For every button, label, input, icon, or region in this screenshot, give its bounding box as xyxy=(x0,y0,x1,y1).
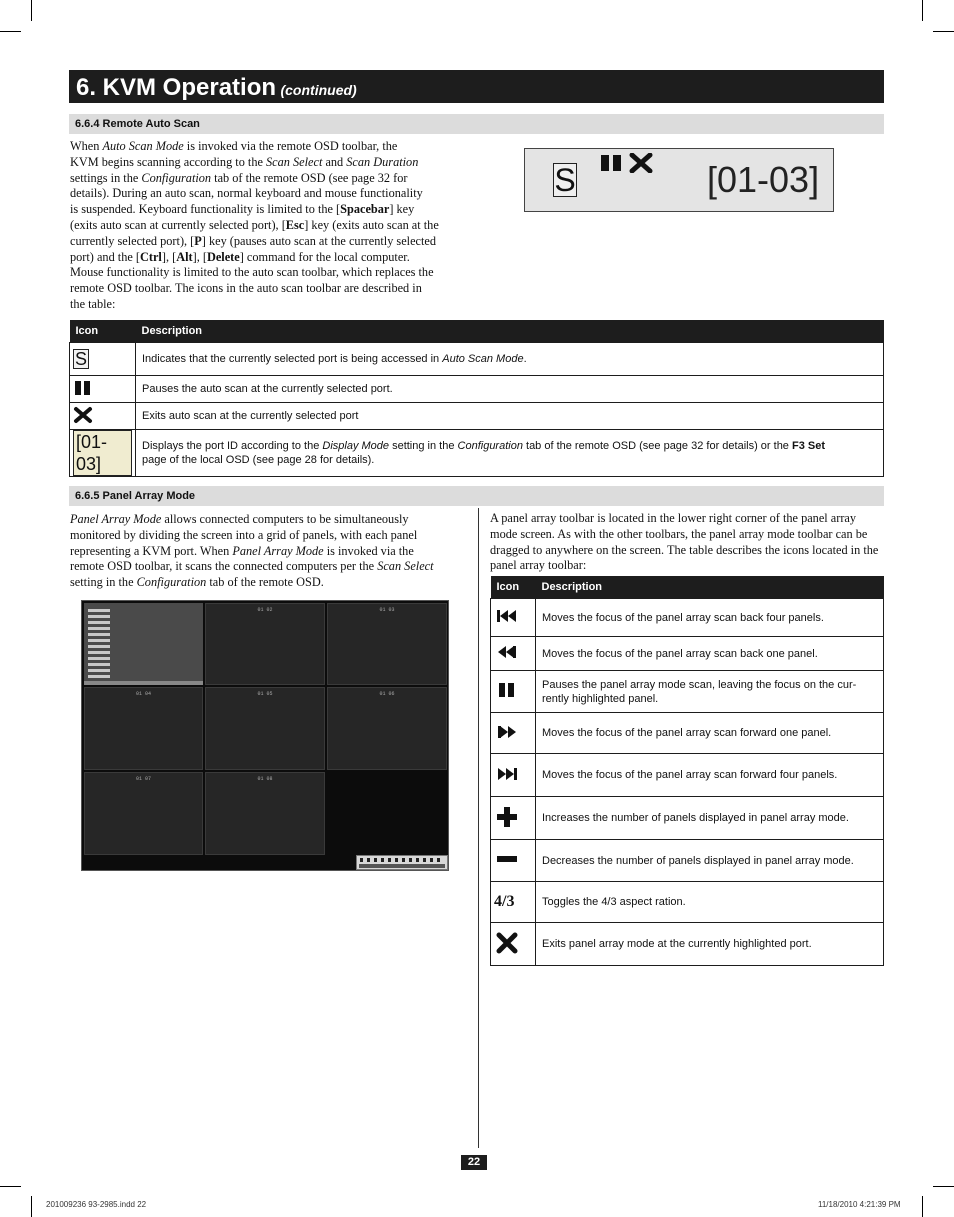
desktop-taskbar xyxy=(84,681,203,685)
footer-file: 201009236 93-2985.indd 22 xyxy=(46,1200,147,1209)
row-desc-end: . xyxy=(523,353,527,365)
row-desc: Indicates that the currently selected port is being accessed in xyxy=(142,353,443,365)
panel xyxy=(327,603,447,685)
scan-mode-icon: S xyxy=(74,349,87,369)
panel-label: 01 05 xyxy=(257,691,273,697)
row-desc: Moves the focus of the panel array scan forward four panels. xyxy=(536,754,884,797)
page-title-sub: (continued) xyxy=(280,82,357,98)
panel xyxy=(84,687,203,770)
panel-array-screenshot xyxy=(81,600,449,871)
page-number xyxy=(461,1155,487,1170)
panel-desktop xyxy=(84,603,203,685)
column-divider xyxy=(478,508,479,1148)
pause-icon xyxy=(73,379,93,397)
table-row xyxy=(70,430,884,477)
row-desc: Pauses the panel array mode scan, leaving the focus on the cur-rently highlighted panel. xyxy=(536,671,884,713)
row-desc: Moves the focus of the panel array scan back four panels. xyxy=(536,599,884,637)
minus-icon xyxy=(494,850,520,868)
panel-array-paragraph: Panel Array Mode allows connected computers to be simultaneously monitored by dividing the screen into a grid of panels, with each panel representing a KVM port. When Panel Array Mode is invoked via the remote OSD toolbar, it scans the connected computers per the Scan Select setting in the Configuration tab of the remote OSD. xyxy=(70,512,434,590)
auto-scan-icon-table xyxy=(69,320,884,477)
row-desc: Moves the focus of the panel array scan forward one panel. xyxy=(536,713,884,754)
close-icon xyxy=(494,932,520,954)
crop-mark xyxy=(922,1196,923,1217)
table-row xyxy=(491,882,884,923)
panel-label: 01 04 xyxy=(135,691,151,697)
close-icon xyxy=(73,406,93,424)
panel xyxy=(205,603,325,685)
panel-label: 01 03 xyxy=(379,607,395,613)
row-desc: setting in the xyxy=(389,440,458,452)
panel xyxy=(327,687,447,770)
table-row xyxy=(491,671,884,713)
skip-forward-four-icon xyxy=(494,765,520,783)
back-one-icon xyxy=(494,643,520,661)
table-row xyxy=(491,754,884,797)
table-row xyxy=(491,840,884,882)
section-heading xyxy=(69,114,884,134)
panel-array-icon-table xyxy=(490,576,884,966)
auto-scan-paragraph: When Auto Scan Mode is invoked via the remote OSD toolbar, the KVM begins scanning according to the Scan Select and Scan Duration settings in the Configuration tab of the remote OSD (see page 32 for details). During an auto scan, normal keyboard and mouse functionality is suspended. Keyboard functionality is limited to the [Spacebar] key (exits auto scan at currently selected port), [Esc] key (exits auto scan at the currently selected port), [P] key (pauses auto scan at the currently selected port) and the [Ctrl], [Alt], [Delete] command for the local computer. Mouse functionality is limited to the auto scan toolbar, which replaces the remote OSD toolbar. The icons in the auto scan toolbar are described in the table: xyxy=(70,139,439,311)
panel-array-toolbar xyxy=(356,855,448,870)
section-heading-text: 6.6.5 Panel Array Mode xyxy=(75,490,196,502)
row-desc: Toggles the 4/3 aspect ration. xyxy=(536,882,884,923)
port-id-icon: [01-03] xyxy=(73,430,132,476)
crop-mark xyxy=(31,1196,32,1217)
crop-mark xyxy=(933,31,954,32)
close-icon xyxy=(629,153,653,173)
pause-icon-bar xyxy=(613,155,621,171)
col-description-header: Description xyxy=(536,576,884,599)
row-desc: Pauses the auto scan at the currently selected port. xyxy=(136,376,884,403)
section-heading-text: 6.6.4 Remote Auto Scan xyxy=(75,118,200,130)
page-title: 6. KVM Operation xyxy=(76,74,277,101)
crop-mark xyxy=(31,0,32,21)
footer-date: 11/18/2010 4:21:39 PM xyxy=(818,1200,901,1209)
crop-mark xyxy=(933,1186,954,1187)
crop-mark xyxy=(0,1186,21,1187)
row-desc: Displays the port ID according to the xyxy=(142,440,323,452)
page-title-bar xyxy=(69,70,884,103)
table-row xyxy=(491,713,884,754)
auto-scan-toolbar-image xyxy=(524,148,834,212)
row-desc-italic: Auto Scan Mode xyxy=(442,353,524,365)
pause-icon xyxy=(601,155,609,171)
col-icon-header: Icon xyxy=(491,576,536,599)
col-description-header: Description xyxy=(136,320,884,343)
table-row xyxy=(491,923,884,966)
row-desc-italic: Display Mode xyxy=(322,440,390,452)
row-desc: page of the local OSD (see page 28 for details). xyxy=(142,454,375,466)
toolbar-buttons xyxy=(360,858,444,862)
skip-back-four-icon xyxy=(494,607,520,625)
page-number-text: 22 xyxy=(467,1156,481,1168)
desktop-icons xyxy=(88,606,110,678)
panel-label: 01 07 xyxy=(135,776,151,782)
section-heading xyxy=(69,486,884,506)
forward-one-icon xyxy=(494,723,520,741)
toolbar-status xyxy=(359,864,445,868)
row-desc: tab of the remote OSD (see page 32 for details) or the xyxy=(522,440,792,452)
panel-label: 01 06 xyxy=(379,691,395,697)
table-row xyxy=(70,343,884,376)
panel-label: 01 08 xyxy=(257,776,273,782)
panel xyxy=(84,772,203,855)
pause-icon xyxy=(494,681,520,699)
row-desc-bold: F3 Set xyxy=(792,440,826,452)
row-desc: Increases the number of panels displayed in panel array mode. xyxy=(536,797,884,840)
col-icon-header: Icon xyxy=(70,320,136,343)
port-id-display: [01-03] xyxy=(707,159,820,200)
row-desc: Decreases the number of panels displayed in panel array mode. xyxy=(536,840,884,882)
crop-mark xyxy=(922,0,923,21)
table-row xyxy=(70,403,884,430)
row-desc: Moves the focus of the panel array scan back one panel. xyxy=(536,637,884,671)
row-desc: Exits panel array mode at the currently highlighted port. xyxy=(536,923,884,966)
row-desc-italic: Configuration xyxy=(457,440,523,452)
table-row xyxy=(70,376,884,403)
table-row xyxy=(491,599,884,637)
aspect-ratio-icon: 4/3 xyxy=(494,893,515,910)
row-desc: Exits auto scan at the currently selected port xyxy=(136,403,884,430)
plus-icon xyxy=(494,806,520,828)
panel xyxy=(205,772,325,855)
table-row xyxy=(491,637,884,671)
crop-mark xyxy=(0,31,21,32)
panel xyxy=(205,687,325,770)
scan-mode-icon: S xyxy=(554,162,576,198)
table-row xyxy=(491,797,884,840)
panel-toolbar-paragraph: A panel array toolbar is located in the lower right corner of the panel array mode screen. As with the other toolbars, the panel array mode toolbar can be dragged to anywhere on the screen. The table describes the icons located in the panel array toolbar: xyxy=(490,511,879,573)
panel-label: 01 02 xyxy=(257,607,273,613)
